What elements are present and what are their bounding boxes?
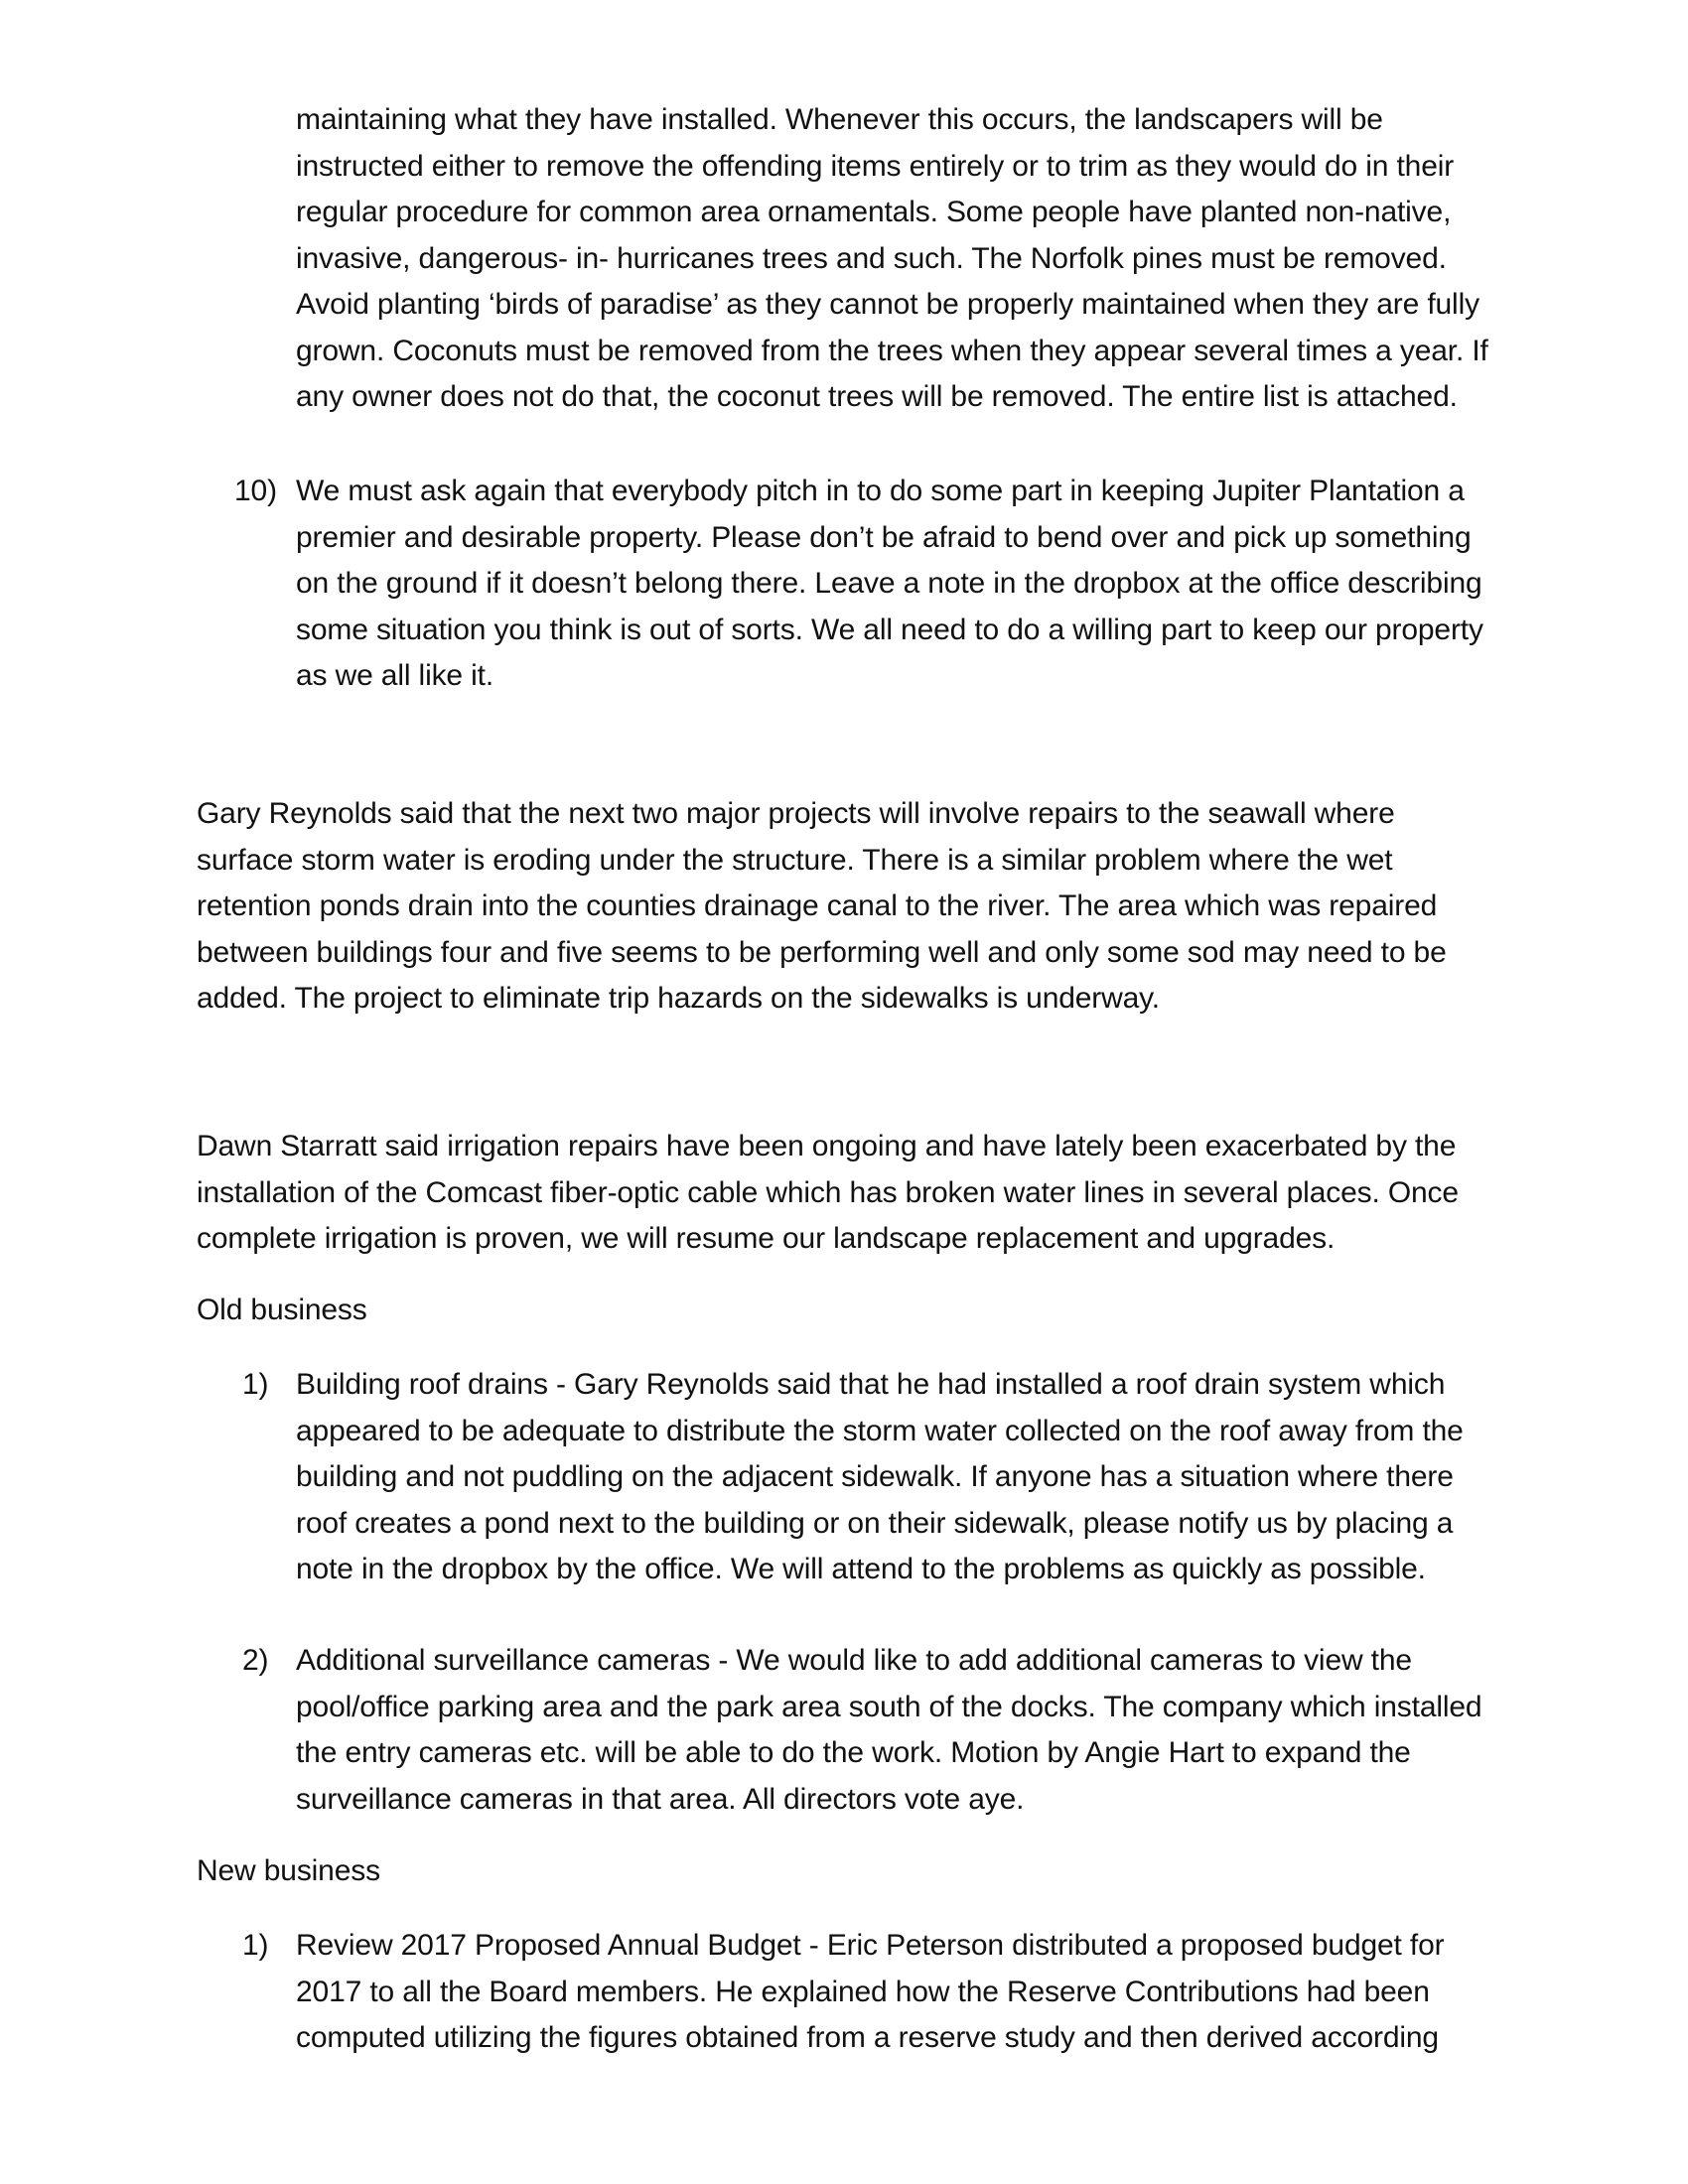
old-business-item-1 [242, 1362, 1497, 1640]
list-item-10 [234, 469, 1497, 699]
old-business-heading: Old business [197, 1294, 367, 1326]
list-item-text: Building roof drains - Gary Reynolds said that he had installed a roof drain system which appeared to be adequate to distribute the storm water collected on the roof away from the building and not puddling on the adjacent sidewalk. If anyone has a situation where there roof creates a pond next to the building or on their sidewalk, please notify us by placing a note in the dropbox by the office. We will attend to the problems as quickly as possible. [296, 1368, 1464, 1585]
paragraph-dawn-starratt: Dawn Starratt said irrigation repairs have been ongoing and have lately been exacerbated by the installation of the Comcast fiber-optic cable which has broken water lines in several places. Once complete irrigation is proven, we will resume our landscape replacement and upgrades. [197, 1130, 1459, 1255]
new-business-heading: New business [197, 1854, 380, 1887]
old-business-item-2 [242, 1638, 1497, 1823]
list-item-number: 1) [242, 1929, 269, 1962]
list-item-number: 10) [234, 475, 277, 507]
list-item-text: We must ask again that everybody pitch in to do some part in keeping Jupiter Plantation a premier and desirable property. Please don’t be afraid to bend over and pick up something on the ground if it doesn’t belong there. Leave a note in the dropbox at the office describing some situation you think is out of sorts. We all need to do a willing part to keep our property as we all like it. [296, 475, 1483, 692]
paragraph-gary-reynolds: Gary Reynolds said that the next two major projects will involve repairs to the seawall where surface storm water is eroding under the structure. There is a similar problem where the wet retention ponds drain into the counties drainage canal to the river. The area which was repaired between buildings four and five seems to be performing well and only some sod may need to be added. The project to eliminate trip hazards on the sidewalks is underway. [197, 797, 1447, 1015]
list-item-number: 1) [242, 1368, 269, 1401]
list-item-number: 2) [242, 1644, 269, 1677]
list-item-text: Review 2017 Proposed Annual Budget - Eric Peterson distributed a proposed budget for 2017 to all the Board members. He explained how the Reserve Contributions had been computed utilizing the figures obtained from a reserve study and then derived according [296, 1929, 1445, 2054]
list-item-text: Additional surveillance cameras - We would like to add additional cameras to view the pool/office parking area and the park area south of the docks. The company which installed the entry cameras etc. will be able to do the work. Motion by Angie Hart to expand the surveillance cameras in that area. All directors vote aye. [296, 1644, 1482, 1816]
continued-list-item-text: maintaining what they have installed. Whenever this occurs, the landscapers will be instructed either to remove the offending items entirely or to trim as they would do in their regular procedure for common area ornamentals. Some people have planted non-native, invasive, dangerous- in- hurricanes trees and such. The Norfolk pines must be removed. Avoid planting ‘birds of paradise’ as they cannot be properly maintained when they are fully grown. Coconuts must be removed from the trees when they appear several times a year. If any owner does not do that, the coconut trees will be removed. The entire list is attached. [296, 103, 1488, 413]
new-business-item-1 [242, 1923, 1497, 2062]
